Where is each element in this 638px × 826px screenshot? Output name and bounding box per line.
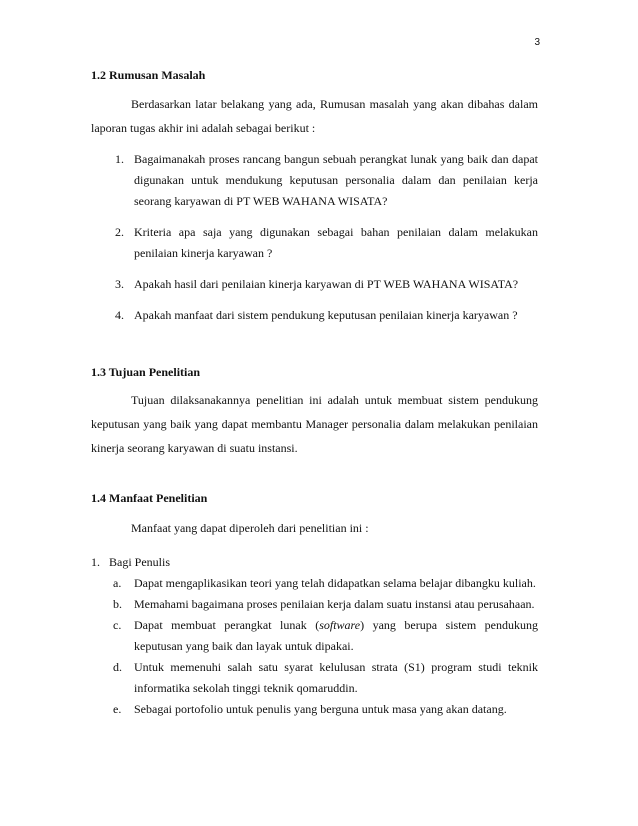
group-title	[91, 552, 538, 572]
list-marker: c.	[113, 618, 122, 632]
list-marker: 3.	[115, 277, 124, 291]
list-marker: b.	[113, 597, 122, 611]
problem-list	[91, 149, 538, 326]
list-item-text: Sebagai portofolio untuk penulis yang berguna untuk masa yang akan datang.	[134, 702, 507, 716]
list-item-text	[134, 615, 538, 657]
section-1-2-intro	[91, 92, 538, 140]
list-item-text: Kriteria apa saja yang digunakan sebagai bahan penilaian dalam melakukan penilaian kinerja karyawan ?	[134, 225, 538, 260]
list-item	[91, 657, 538, 699]
section-1-4-heading: 1.4 Manfaat Penelitian	[91, 491, 208, 505]
text-part: Dapat membuat perangkat lunak (	[134, 618, 320, 632]
list-item-text: Apakah hasil dari penilaian kinerja karyawan di PT WEB WAHANA WISATA?	[134, 277, 519, 291]
list-marker: 2.	[115, 225, 124, 239]
list-item-text: Memahami bagaimana proses penilaian kerja dalam suatu instansi atau perusahaan.	[134, 597, 535, 611]
emphasis-software: software	[319, 618, 361, 632]
list-item-text: Bagaimanakah proses rancang bangun sebuah perangkat lunak yang baik dan dapat digunakan untuk mendukung keputusan personalia dalam dan penilaian kerja seorang karyawan di PT WEB WAHANA WISATA?	[134, 152, 538, 208]
section-1-4-intro-text: Manfaat yang dapat diperoleh dari penelitian ini :	[131, 521, 369, 535]
section-1-2-heading: 1.2 Rumusan Masalah	[91, 68, 206, 82]
section-1-4-intro	[91, 516, 538, 540]
list-item	[91, 615, 538, 657]
list-item	[91, 222, 538, 264]
list-marker: 4.	[115, 308, 124, 322]
list-item	[91, 149, 538, 212]
group-marker: 1.	[91, 555, 100, 569]
list-marker: d.	[113, 660, 122, 674]
list-marker: 1.	[115, 152, 124, 166]
list-item-text: Dapat mengaplikasikan teori yang telah didapatkan selama belajar dibangku kuliah.	[134, 576, 536, 590]
section-1-3-body-text: Tujuan dilaksanakannya penelitian ini adalah untuk membuat sistem pendukung keputusan yang baik yang dapat membantu Manager personalia dalam melakukan penilaian kinerja seorang karyawan di suatu instansi.	[91, 393, 538, 455]
list-item	[91, 573, 538, 594]
list-item-text: Untuk memenuhi salah satu syarat kelulusan strata (S1) program studi teknik informatika sekolah tinggi teknik qomaruddin.	[134, 660, 538, 695]
list-item	[91, 305, 538, 326]
list-item	[91, 274, 538, 295]
page-number: 3	[534, 37, 540, 48]
text-part: ) yang berupa sistem pendukung keputusan yang baik dan layak untuk dipakai.	[134, 618, 538, 653]
group-label: Bagi Penulis	[109, 555, 171, 569]
list-marker: a.	[113, 576, 122, 590]
list-item	[91, 594, 538, 615]
list-marker: e.	[113, 702, 122, 716]
list-item-text: Apakah manfaat dari sistem pendukung keputusan penilaian kinerja karyawan ?	[134, 308, 518, 322]
section-1-3-heading: 1.3 Tujuan Penelitian	[91, 365, 201, 379]
benefit-list	[91, 573, 538, 720]
section-1-3-body	[91, 388, 538, 460]
benefit-group	[91, 552, 538, 572]
list-item	[91, 699, 538, 720]
section-1-2-intro-text: Berdasarkan latar belakang yang ada, Rumusan masalah yang akan dibahas dalam laporan tugas akhir ini adalah sebagai berikut :	[91, 97, 538, 135]
